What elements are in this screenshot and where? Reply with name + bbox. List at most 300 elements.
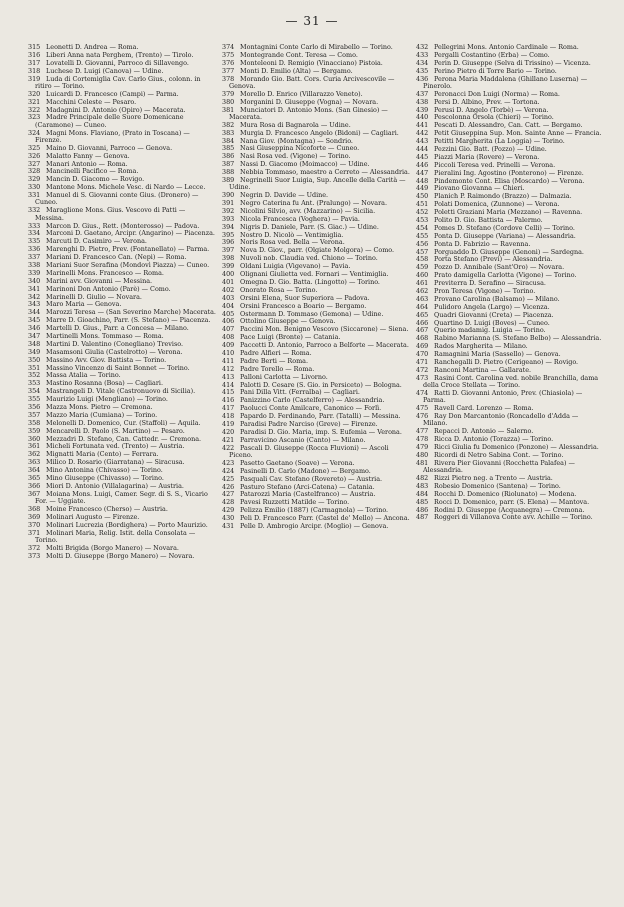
entry-number: 401: [222, 277, 235, 286]
entry-text: Nuvoli nob. Claudia ved. Chiono — Torino.: [240, 254, 378, 263]
entry-text: Mino Giuseppe (Chivasso) — Torino.: [46, 474, 164, 483]
entry-text: Omegna D. Gio. Batta. (Lingotto) — Torino.: [240, 277, 380, 286]
entry-column-right: [416, 44, 604, 522]
entry-number: 343: [28, 300, 41, 309]
entry-number: 366: [28, 481, 41, 490]
entry-text: Ricordi di Netro Sabina Cont. — Torino.: [434, 450, 564, 459]
entry-number: 415: [222, 388, 235, 397]
list-entry: [28, 76, 216, 91]
entry-number: 329: [28, 175, 41, 184]
entry-number: 487: [416, 513, 429, 522]
list-entry: [28, 553, 216, 560]
entry-number: 466: [416, 318, 429, 327]
entry-text: Ricca D. Antonio (Torazza) — Torino.: [434, 435, 554, 444]
entry-text: Mignatti Maria (Cento) — Ferrara.: [46, 450, 159, 459]
entry-number: 467: [416, 326, 429, 335]
entry-text: Morello D. Enrico (Villarazzo Veneto).: [240, 89, 363, 98]
entry-text: Mazzo Maria (Cumiana) — Torino.: [46, 410, 158, 419]
entry-number: 383: [222, 128, 235, 137]
entry-number: 337: [28, 253, 41, 262]
entry-text: Nostro D. Nicolò — Ventimiglia.: [240, 230, 344, 239]
entry-text: Panizzino Carlo (Castelferro) — Alessandria.: [240, 396, 385, 405]
entry-text: Munciatori D. Antonio Mons. (San Ginesio) — Macerata.: [229, 105, 388, 121]
entry-text: Molinari Maria, Relig. Istit. della Consolata — Torino.: [35, 528, 196, 544]
list-entry: [28, 491, 216, 506]
entry-number: 476: [416, 412, 429, 421]
list-entry: [416, 76, 604, 91]
entry-number: 478: [416, 435, 429, 444]
entry-number: 479: [416, 443, 429, 452]
entry-number: 412: [222, 364, 235, 373]
entry-text: Miori D. Antonio (Villalagarina) — Austria.: [46, 481, 184, 490]
entry-number: 404: [222, 301, 235, 310]
entry-number: 354: [28, 387, 41, 396]
entry-number: 386: [222, 152, 235, 161]
entry-text: Malatto Fanny — Genova.: [46, 151, 130, 160]
entry-text: Ostermann D. Tommaso (Gemona) — Udine.: [240, 309, 384, 318]
entry-number: 340: [28, 276, 41, 285]
entry-text: Masamsoni Giulia (Castelrotto) — Verona.: [46, 347, 183, 356]
entry-number: 449: [416, 184, 429, 193]
entry-text: Mantone Mons. Michele Vesc. di Nardo — Lecce.: [46, 183, 206, 192]
entry-text: Querio madamig. Luigia — Torino.: [434, 326, 546, 335]
entry-number: 464: [416, 302, 429, 311]
entry-text: Noris Rosa ved. Bella — Verona.: [240, 238, 345, 247]
entry-number: 381: [222, 105, 235, 114]
entry-number: 480: [416, 450, 429, 459]
entry-number: 327: [28, 159, 41, 168]
entry-number: 332: [28, 206, 41, 215]
entry-text: Planich P. Raimondo (Brazzo) — Dalmazia.: [434, 192, 572, 201]
entry-number: 429: [222, 506, 235, 515]
entry-text: Rados Margherita — Milano.: [434, 342, 528, 351]
entry-text: Negrin D. Davide — Udine.: [240, 191, 329, 200]
entry-number: 447: [416, 168, 429, 177]
entry-text: Ranconi Martina — Gallarate.: [434, 365, 532, 374]
entry-number: 473: [416, 373, 429, 382]
entry-text: Olignani Giulietta ved. Fornari — Ventimiglia.: [240, 270, 389, 279]
entry-text: Negrinelli Suor Luigia, Sup. Ancelle della Carità — Udine.: [229, 175, 406, 192]
entry-text: Robesio Domenico (Santena) — Torino.: [434, 481, 561, 490]
entry-number: 364: [28, 466, 41, 475]
entry-number: 426: [222, 482, 235, 491]
entry-number: 432: [416, 43, 429, 51]
list-entry: [222, 445, 410, 460]
entry-number: 385: [222, 144, 235, 153]
entry-number: 421: [222, 435, 235, 444]
entry-text: Paolucci Conte Amilcare, Canonico — Forlì.: [240, 404, 382, 413]
entry-text: Pescati D. Alessandro, Can. Catt. — Bergamo.: [434, 121, 583, 130]
entry-number: 356: [28, 403, 41, 411]
entry-number: 315: [28, 43, 41, 51]
entry-text: Martelli D. Gius., Parr. a Concesa — Milano.: [46, 324, 189, 333]
entry-number: 461: [416, 279, 429, 288]
entry-text: Marinelli Mons. Francesco — Roma.: [46, 268, 164, 277]
entry-number: 374: [222, 43, 235, 51]
entry-number: 392: [222, 206, 235, 215]
list-entry: [28, 114, 216, 129]
entry-number: 471: [416, 358, 429, 367]
entry-text: Previterra D. Serafino — Siracusa.: [434, 279, 546, 288]
entry-number: 405: [222, 309, 235, 318]
entry-number: 388: [222, 168, 235, 177]
entry-text: Massino Vincenzo di Saint Bonnet — Torino.: [46, 363, 190, 372]
entry-text: Padre Alfieri — Roma.: [240, 348, 312, 357]
entry-number: 419: [222, 419, 235, 428]
entry-number: 387: [222, 160, 235, 169]
entry-text: Pani Dilla Vitt. (Ferralba) — Cagliari.: [240, 388, 360, 397]
entry-number: 410: [222, 348, 235, 357]
entry-number: 437: [416, 89, 429, 98]
entry-number: 394: [222, 222, 235, 231]
entry-number: 373: [28, 551, 41, 560]
entry-number: 389: [222, 175, 235, 184]
entry-number: 348: [28, 339, 41, 348]
entry-text: Morando Gio. Batt. Cors. Curia Arcivescovile — Genova.: [229, 74, 395, 90]
entry-number: 335: [28, 237, 41, 246]
entry-text: Morganini D. Giuseppe (Vogna) — Novara.: [240, 97, 379, 106]
entry-text: Montagnini Conte Carlo di Mirabello — Torino.: [240, 43, 393, 51]
entry-number: 439: [416, 105, 429, 114]
entry-text: Pomes D. Stefano (Cordove Celli) — Torino.: [434, 223, 575, 232]
entry-text: Nasi Rosa ved. (Vigone) — Torino.: [240, 152, 351, 161]
entry-number: 424: [222, 466, 235, 475]
entry-text: Persi D. Albino, Prev. — Tortona.: [434, 97, 540, 106]
entry-number: 355: [28, 395, 41, 404]
entry-text: Negro Caterina fu Ant. (Pralungo) — Novara.: [240, 199, 388, 208]
page-number-header: — 31 —: [285, 14, 339, 28]
entry-text: Madre Principale delle Suore Domenicane (Caramone) — Cuneo.: [35, 113, 184, 129]
entry-text: Massa Atalia — Torino.: [46, 371, 121, 380]
entry-text: Pescolonna Orsola (Chieri) — Torino.: [434, 113, 554, 122]
entry-number: 330: [28, 183, 41, 192]
entry-number: 445: [416, 152, 429, 161]
entry-text: Maro Maria — Genova.: [46, 300, 122, 309]
entry-number: 321: [28, 97, 41, 106]
entry-text: Porguaddo D. Giuseppe (Genoni) — Sardegna.: [434, 247, 584, 256]
entry-number: 417: [222, 404, 235, 413]
entry-number: 380: [222, 97, 235, 106]
entry-number: 336: [28, 245, 41, 254]
entry-number: 326: [28, 151, 41, 160]
entry-number: 376: [222, 58, 235, 67]
entry-text: Luchese D. Luigi (Canova) — Udine.: [46, 66, 164, 75]
entry-number: 418: [222, 412, 235, 421]
entry-number: 470: [416, 350, 429, 359]
entry-text: Prato damigella Carlotta (Vigone) — Torino.: [434, 271, 577, 280]
entry-text: Marini avv. Giovanni — Messina.: [46, 276, 153, 285]
entry-number: 369: [28, 512, 41, 521]
entry-text: Mura Rosa di Bagnarola — Udine.: [240, 120, 351, 129]
entry-text: Marcon D. Gius., Rett. (Monterosso) — Padova.: [46, 221, 200, 230]
entry-number: 333: [28, 221, 41, 230]
entry-text: Ponta D. Fabrizio — Ravenna.: [434, 239, 531, 248]
entry-number: 462: [416, 287, 429, 296]
entry-text: Polati Domenica, (Zunnone) — Verona.: [434, 200, 560, 209]
list-entry: [416, 514, 604, 521]
entry-number: 341: [28, 284, 41, 293]
entry-text: Parravicino Ascanio (Canto) — Milano.: [240, 435, 366, 444]
entry-text: Pavesi Ruzzetti Matilde — Torino.: [240, 498, 350, 507]
list-entry: [416, 413, 604, 428]
entry-text: Marenghi D. Pietro, Prev. (Fontanellato) — Parma.: [46, 245, 210, 254]
entry-text: Paccetti D. Antonio, Parroco a Belforte — Macerata.: [240, 341, 409, 350]
entry-text: Nova D. Giov., parr. (Olgiate Molgora) — Como.: [240, 246, 395, 255]
entry-text: Massino Avv. Giov. Battista — Torino.: [46, 355, 167, 364]
entry-text: Orsini Francesco a Boario — Bergamo.: [240, 301, 367, 310]
entry-number: 454: [416, 223, 429, 232]
entry-text: Perona Maria Maddalena (Ghillano Luserna) — Pinerolo.: [423, 74, 588, 90]
entry-text: Ray Don Marcantonio (Roncadello d'Adda — Milano.: [423, 412, 579, 428]
entry-text: Mariani D. Francesco Can. (Nepi) — Roma.: [46, 253, 187, 262]
entry-number: 367: [28, 489, 41, 498]
entry-text: Mazza Mons. Pietro — Cremona.: [46, 403, 153, 411]
entry-number: 430: [222, 514, 235, 523]
entry-number: 399: [222, 262, 235, 271]
entry-text: Molinari Lucrezia (Bordighera) — Porto Maurizio.: [46, 520, 208, 529]
entry-text: Polito D. Gio. Battista — Palermo.: [434, 216, 543, 224]
entry-text: Padre Torello — Roma.: [240, 364, 315, 373]
entry-number: 325: [28, 143, 41, 152]
entry-number: 486: [416, 505, 429, 514]
entry-number: 446: [416, 160, 429, 169]
entry-text: Marcuti D. Casimiro — Verona.: [46, 237, 147, 246]
entry-text: Perusi D. Angelo (Torbè) — Verona.: [434, 105, 549, 114]
list-entry: [222, 177, 410, 192]
entry-text: Pulidoro Angela (Largo) — Vicenza.: [434, 302, 550, 311]
entry-text: Ravell Card. Lorenzo — Roma.: [434, 404, 534, 413]
entry-number: 402: [222, 285, 235, 294]
entry-number: 458: [416, 255, 429, 264]
entry-text: Milico D. Rosario (Giarratana) — Siracusa.: [46, 458, 185, 467]
entry-number: 433: [416, 50, 429, 59]
entry-number: 425: [222, 474, 235, 483]
entry-number: 411: [222, 356, 235, 365]
entry-text: Marinelli D. Giulio — Novara.: [46, 292, 142, 301]
entry-text: Rabino Marianna (S. Stefano Belbo) — Alessandria.: [434, 334, 602, 343]
entry-text: Murgia D. Francesco Angelo (Bidoni) — Cagliari.: [240, 128, 399, 137]
entry-number: 346: [28, 324, 41, 333]
entry-number: 349: [28, 347, 41, 356]
entry-text: Provano Carolina (Balsamo) — Milano.: [434, 294, 560, 303]
entry-number: 427: [222, 490, 235, 499]
entry-text: Monti D. Emilio (Alta) — Bergamo.: [240, 66, 353, 75]
entry-text: Peronacci Don Luigi (Norma) — Roma.: [434, 89, 560, 98]
entry-number: 397: [222, 246, 235, 255]
entry-text: Pellegrini Mons. Antonio Cardinale — Roma.: [434, 43, 579, 51]
entry-number: 359: [28, 426, 41, 435]
entry-number: 438: [416, 97, 429, 106]
entry-text: Oldani Luigia (Vigevano) — Pavia.: [240, 262, 351, 271]
entry-text: Pieralini Ing. Agostino (Ponterono) — Firenze.: [434, 168, 584, 177]
entry-number: 422: [222, 443, 235, 452]
entry-text: Maurizio Luigi (Mengliano) — Torino.: [46, 395, 168, 404]
entry-text: Mastino Rosanna (Bosa) — Cagliari.: [46, 379, 164, 388]
entry-number: 390: [222, 191, 235, 200]
entry-number: 370: [28, 520, 41, 529]
list-entry: [416, 390, 604, 405]
entry-text: Pasquali Cav. Stefano (Rovereto) — Austria.: [240, 474, 383, 483]
entry-text: Padre Berti — Roma.: [240, 356, 308, 365]
entry-number: 434: [416, 58, 429, 67]
entry-text: Marconi D. Gaetano, Arcipr. (Angarino) — Piacenza.: [46, 229, 215, 238]
entry-text: Molinari Augusto — Firenze.: [46, 512, 140, 521]
entry-number: 316: [28, 50, 41, 59]
entry-number: 379: [222, 89, 235, 98]
entry-text: Quadri Giovanni (Creta) — Piacenza.: [434, 310, 554, 319]
entry-text: Roggeri di Villanova Conte avv. Achille — Torino.: [434, 513, 593, 522]
entry-text: Melonelli D. Domenico, Cur. (Staffoli) — Aquila.: [46, 418, 201, 427]
entry-text: Rivera Pier Giovanni (Rocchetta Palafea) — Alessandria.: [423, 458, 575, 475]
entry-number: 484: [416, 489, 429, 498]
entry-text: Maino D. Giovanni, Parroco — Genova.: [46, 143, 173, 152]
entry-number: 463: [416, 294, 429, 303]
entry-text: Molti D. Giuseppe (Borgo Manero) — Novara.: [46, 551, 195, 560]
entry-text: Paradisi D. Gio. Maria, imp. S. Eufemia — Verona.: [240, 427, 402, 436]
list-entry: [416, 460, 604, 475]
entry-number: 483: [416, 481, 429, 490]
entry-number: 398: [222, 254, 235, 263]
entry-text: Pasturo Stefano (Arci-Catena) — Catania.: [240, 482, 375, 491]
entry-number: 395: [222, 230, 235, 239]
entry-number: 322: [28, 105, 41, 114]
entry-number: 371: [28, 528, 41, 537]
entry-text: Pindemonte Cont. Elisa (Moscardo) — Verona.: [434, 176, 585, 185]
list-entry: [222, 523, 410, 530]
entry-number: 414: [222, 380, 235, 389]
entry-text: Lovatelli D. Giovanni, Parroco di Sillavengo.: [46, 58, 189, 67]
entry-number: 436: [416, 74, 429, 83]
entry-text: Pozzo D. Annibale (Sant'Oro) — Novara.: [434, 263, 565, 272]
entry-number: 442: [416, 129, 429, 138]
entry-number: 361: [28, 442, 41, 451]
entry-number: 465: [416, 310, 429, 319]
entry-text: Nebbia Tommaso, maestro a Cerreto — Alessandria.: [240, 168, 410, 177]
entry-number: 485: [416, 497, 429, 506]
entry-number: 358: [28, 418, 41, 427]
entry-text: Pergalli Costantino (Erba) — Como.: [434, 50, 550, 59]
entry-number: 457: [416, 247, 429, 256]
entry-text: Leonetti D. Andrea — Roma.: [46, 43, 139, 51]
entry-text: Luicardi D. Francesco (Campi) — Parma.: [46, 89, 179, 98]
entry-text: Moine Francesco (Cherso) — Austria.: [46, 504, 168, 513]
entry-text: Macchini Celeste — Pesaro.: [46, 97, 137, 106]
entry-text: Nassi D. Giacomo (Moimacco) — Udine.: [240, 160, 370, 169]
entry-number: 450: [416, 192, 429, 201]
entry-text: Luda di Cortemiglia Cav. Carlo Gius., colonn. in ritiro — Torino.: [35, 74, 201, 90]
entry-number: 423: [222, 458, 235, 467]
entry-text: Molti Brigida (Borgo Manero) — Novara.: [46, 543, 179, 552]
list-entry: [28, 192, 216, 207]
entry-number: 416: [222, 396, 235, 405]
entry-text: Mariani Suor Serafina (Mondovì Piazza) — Cuneo.: [46, 260, 210, 269]
entry-text: Repacci D. Antonio — Salerno.: [434, 427, 534, 436]
entry-number: 365: [28, 474, 41, 483]
entry-number: 428: [222, 498, 235, 507]
entry-text: Petitti Margherita (La Loggia) — Torino.: [434, 137, 565, 146]
entry-number: 469: [416, 342, 429, 351]
list-entry: [222, 76, 410, 91]
entry-text: Nicola Francesca (Voghera) — Pavia.: [240, 214, 360, 223]
entry-number: 353: [28, 379, 41, 388]
entry-text: Mancin D. Giacomo — Rovigo.: [46, 175, 145, 184]
entry-text: Micheli Fortunata ved. (Trento) — Austria.: [46, 442, 185, 451]
entry-number: 400: [222, 270, 235, 279]
entry-number: 460: [416, 271, 429, 280]
entry-number: 344: [28, 308, 41, 317]
entry-text: Onorato Rosa — Torino.: [240, 285, 318, 294]
entry-number: 317: [28, 58, 41, 67]
entry-number: 352: [28, 371, 41, 380]
entry-number: 475: [416, 404, 429, 413]
entry-number: 318: [28, 66, 41, 75]
entry-number: 408: [222, 333, 235, 342]
entry-text: Nicolini Silvio, avv. (Mazzarino) — Sicilia.: [240, 206, 376, 215]
entry-number: 319: [28, 74, 41, 83]
entry-number: 409: [222, 341, 235, 350]
entry-text: Rodini D. Giuseppe (Acquanegra) — Cremona.: [434, 505, 585, 514]
entry-number: 378: [222, 74, 235, 83]
entry-number: 477: [416, 427, 429, 436]
entry-number: 363: [28, 458, 41, 467]
entry-number: 403: [222, 293, 235, 302]
entry-text: Orsini Elena, Suor Superiora — Padova.: [240, 293, 370, 302]
entry-number: 368: [28, 504, 41, 513]
entry-number: 382: [222, 120, 235, 129]
entry-number: 331: [28, 191, 41, 200]
entry-column-left: [28, 44, 216, 561]
entry-number: 413: [222, 372, 235, 381]
entry-text: Ramagnini Maria (Sassello) — Genova.: [434, 350, 561, 359]
entry-number: 440: [416, 113, 429, 122]
entry-number: 351: [28, 363, 41, 372]
entry-number: 391: [222, 199, 235, 208]
entry-text: Manuel di S. Giovanni conte Gius. (Dronero) — Cuneo.: [35, 191, 199, 207]
entry-text: Maraglione Mons. Gius. Vescovo di Patti — Messina.: [35, 206, 186, 222]
entry-number: 474: [416, 389, 429, 397]
entry-number: 345: [28, 316, 41, 325]
entry-text: Petit Giuseppina Sup. Mon. Sainte Anne — Francia.: [434, 129, 602, 138]
entry-text: Paradisi Padre Narciso (Greve) — Firenze.: [240, 419, 378, 428]
entry-text: Patarozzi Maria (Castelfranco) — Austria.: [240, 490, 376, 499]
entry-number: 393: [222, 214, 235, 223]
entry-number: 441: [416, 121, 429, 130]
entry-text: Mancinelli Pacifico — Roma.: [46, 167, 139, 176]
entry-number: 323: [28, 113, 41, 122]
entry-text: Palloni Carlotta — Livorno.: [240, 372, 328, 381]
entry-number: 372: [28, 543, 41, 552]
entry-text: Pascali D. Giuseppe (Rocca Fluvioni) — Ascoli Piceno.: [229, 443, 389, 459]
list-entry: [28, 530, 216, 545]
entry-text: Martini D. Valentino (Conegliano) Treviso.: [46, 339, 184, 348]
entry-number: 384: [222, 136, 235, 145]
entry-text: Pelizza Emilio (1887) (Carmagnola) — Torino.: [240, 506, 389, 515]
entry-column-middle: [222, 44, 410, 531]
entry-text: Mino Antonina (Chivasso) — Torino.: [46, 466, 163, 475]
entry-text: Ranchegalli D. Pietro (Cerigeano) — Rovigo.: [434, 358, 579, 367]
entry-number: 420: [222, 427, 235, 436]
entry-text: Marozzi Teresa — (San Severino Marche) Macerata.: [46, 308, 216, 317]
entry-number: 334: [28, 229, 41, 238]
entry-text: Rocci D. Domenico, parr. (S. Elena) — Mantova.: [434, 497, 590, 506]
entry-number: 338: [28, 260, 41, 269]
entry-text: Marre D. Gioachino, Parr. (S. Stefano) — Piacenza.: [46, 316, 211, 325]
entry-number: 357: [28, 410, 41, 419]
entry-number: 324: [28, 128, 41, 137]
list-entry: [416, 375, 604, 390]
entry-text: Monteleoni D. Remigio (Vinacciano) Pistoia.: [240, 58, 383, 67]
entry-text: Porta Stefano (Previ) — Alessandria.: [434, 255, 553, 264]
